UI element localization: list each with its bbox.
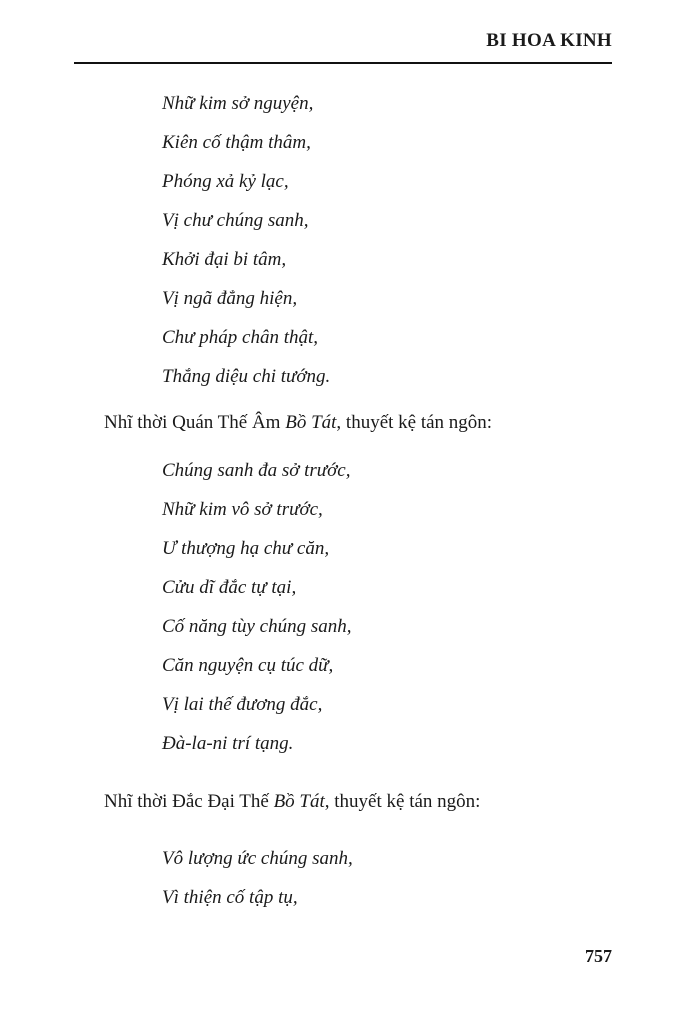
verse-line: Nhữ kim sở nguyện, — [162, 93, 314, 114]
verse-line: Thắng diệu chi tướng. — [162, 366, 331, 387]
verse-line: Vì thiện cố tập tụ, — [162, 887, 298, 908]
verse-line: Phóng xả kỷ lạc, — [162, 171, 289, 192]
verse-line: Cố năng tùy chúng sanh, — [162, 616, 352, 637]
prose-italic-text: Bồ Tát — [285, 412, 337, 433]
verse-line: Khởi đại bi tâm, — [162, 249, 287, 270]
prose-text: , thuyết kệ tán ngôn: — [336, 412, 493, 433]
verse-line: Cửu dĩ đắc tự tại, — [162, 577, 297, 598]
page-number: 757 — [585, 946, 612, 966]
verse-line: Chư pháp chân thật, — [162, 327, 319, 348]
prose-paragraph — [104, 413, 492, 432]
prose-text: Nhĩ thời Đắc Đại Thế — [104, 791, 274, 812]
prose-text: Nhĩ thời Quán Thế Âm — [104, 412, 286, 433]
verse-line: Chúng sanh đa sở trước, — [162, 460, 351, 481]
verse-line: Căn nguyện cụ túc dữ, — [162, 655, 334, 676]
prose-text: , thuyết kệ tán ngôn: — [324, 791, 481, 812]
verse-line: Ư thượng hạ chư căn, — [162, 538, 330, 559]
verse-line: Đà-la-ni trí tạng. — [162, 733, 294, 754]
verse-line: Nhữ kim vô sở trước, — [162, 499, 323, 520]
verse-line: Vị ngã đẳng hiện, — [162, 288, 298, 309]
verse-line: Vị chư chúng sanh, — [162, 210, 309, 231]
verse-line: Vô lượng ức chúng sanh, — [162, 848, 353, 869]
verse-line: Kiên cố thậm thâm, — [162, 132, 311, 153]
prose-paragraph — [104, 792, 480, 811]
prose-italic-text: Bồ Tát — [273, 791, 325, 812]
header-rule — [74, 62, 612, 64]
verse-line: Vị lai thế đương đắc, — [162, 694, 323, 715]
running-header-title: BI HOA KINH — [486, 30, 612, 51]
